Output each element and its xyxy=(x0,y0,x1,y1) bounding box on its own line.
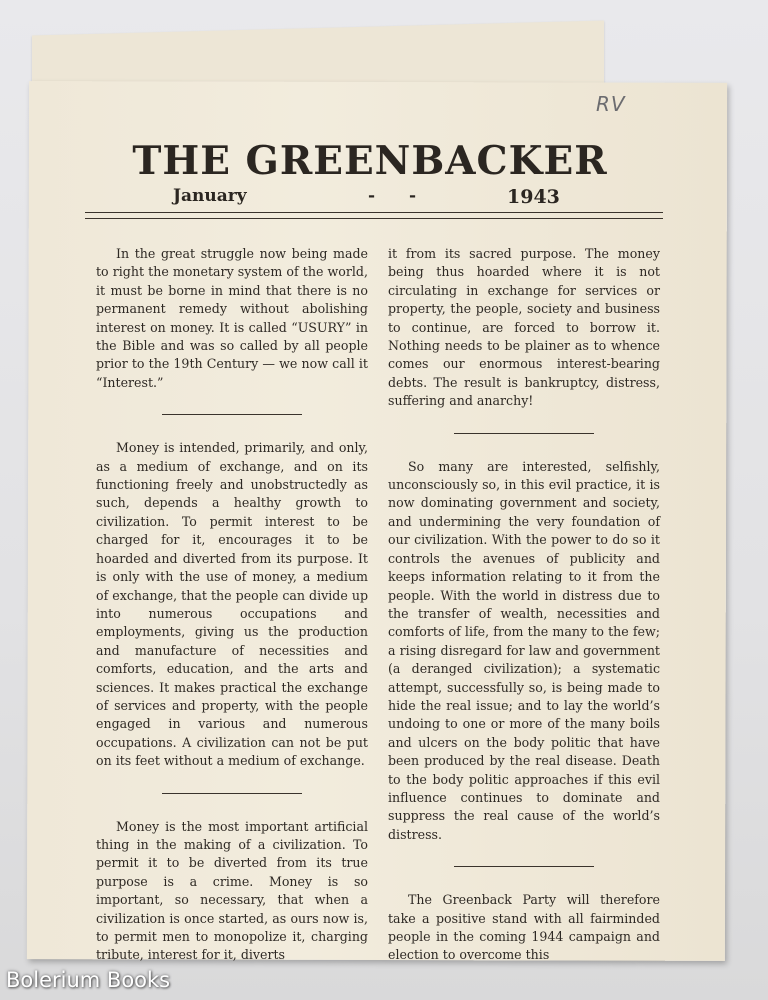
paragraph-greenback-party: The Greenback Party will therefore take a positive stand with all fairminded people in the coming 1944 campaign and election to overcome this xyxy=(388,892,660,963)
issue-dashes: - - xyxy=(368,186,431,206)
masthead-title: THE GREENBACKER xyxy=(132,138,608,184)
paragraph-most-important: Money is the most important artificial thing in the making of a civilization. To permit it to be diverted from its true purpose is a crime. Money is so important, so necessary, that when a civilization is once started, as ours now is, to permit men to monopolize it, charging tribute, interest for it, diverts xyxy=(96,818,368,963)
section-divider xyxy=(454,433,594,434)
issue-year: 1943 xyxy=(507,186,560,208)
paragraph-evil-practice: So many are interested, selfishly, unconsciously so, in this evil practice, it is now dominating government and society, and undermining the very foundation of our civilization. With the power to do so it controls the avenues of publicity and keeps information relating to it from the people. With the world in distress due to the transfer of wealth, necessities and comforts of life, from the many to the few; a rising disregard for law and government (a deranged civilization); a systematic attempt, successfully so, is being made to hide the real issue; and to lay the world’s undoing to one or more of the many boils and ulcers on the body politic that have been produced by the real disease. Death to the body politic approaches if this evil influence continues to dominate and suppress the real cause of the world’s distress. xyxy=(388,458,660,842)
paragraph-usury: In the great struggle now being made to right the monetary system of the world, it must be borne in mind that there is no permanent remedy without abolishing interest on money. It is called “USURY” in the Bible and was so called by all people prior to the 19th Century — we now call it “Interest.” xyxy=(96,246,368,390)
right-column xyxy=(388,245,660,965)
section-divider xyxy=(162,414,302,415)
left-column xyxy=(96,245,368,965)
paragraph-medium-of-exchange: Money is intended, primarily, and only, as a medium of exchange, and on its functioning freely and unobstructedly as such, depends a healthy growth to civilization. To permit interest to be charged for it, encourages it to be hoarded and diverted from its purpose. It is only with the use of money, a medium of exchange, that the people can divide up into numerous occupations and employments, giving us the production and manufacture of necessities and comforts, education, and the arts and sciences. It makes practical the exchange of services and property, with the people engaged in various and numerous occupations. A civilization can not be put on its feet without a medium of exchange. xyxy=(96,440,368,769)
section-divider xyxy=(162,793,302,794)
issue-month: January xyxy=(173,186,247,206)
paragraph-sacred-purpose: it from its sacred purpose. The money being thus hoarded where it is not circulating in exchange for services or property, the people, society and business to continue, are forced to borrow it. Nothing needs to be plainer as to whence comes our enormous interest-bearing debts. The result is bankruptcy, distress, suffering and anarchy! xyxy=(388,246,660,409)
masthead-rule-top xyxy=(85,212,663,213)
seller-watermark: Bolerium Books xyxy=(6,968,171,992)
handwritten-annotation: RV xyxy=(596,92,626,116)
section-divider xyxy=(454,866,594,867)
masthead-rule-bottom xyxy=(85,218,663,219)
